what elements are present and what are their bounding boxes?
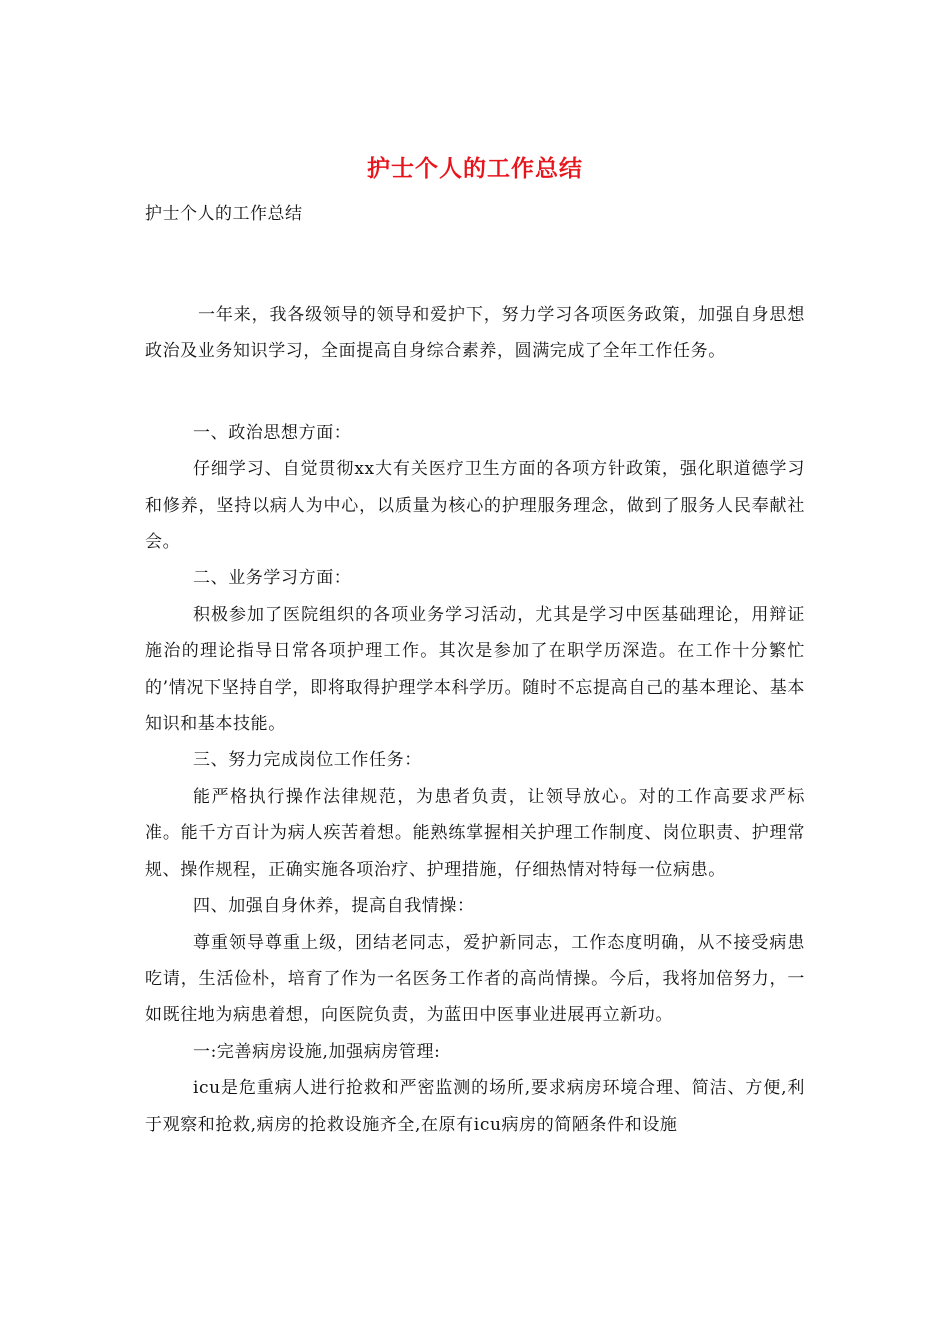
section-heading-politics: 一、政治思想方面：	[193, 422, 352, 443]
document-title: 护士个人的工作总结	[367, 156, 583, 182]
section-body-ward: icu是危重病人进行抢救和严密监测的场所,要求病房环境合理、简洁、方便,利于观察和抢救,病房的抢救设施齐全,在原有icu病房的简陋条件和设施	[145, 1078, 805, 1135]
section-heading-ward: 一:完善病房设施,加强病房管理:	[193, 1041, 441, 1062]
document-body	[145, 297, 805, 1143]
section-body-study: 积极参加了医院组织的各项业务学习活动，尤其是学习中医基础理论，用辩证施治的理论指导日常各项护理工作。其次是参加了在职学历深造。在工作十分繁忙的’情况下坚持自学，即将取得护理学本科学历。随时不忘提高自己的基本理论、基本知识和基本技能。	[145, 604, 805, 735]
section-heading-study: 二、业务学习方面：	[193, 568, 352, 589]
intro-paragraph: 一年来，我各级领导的领导和爱护下，努力学习各项医务政策，加强自身思想政治及业务知识学习，全面提高自身综合素养，圆满完成了全年工作任务。	[145, 305, 805, 362]
section-heading-duties: 三、努力完成岗位工作任务：	[193, 750, 422, 771]
section-body-politics: 仔细学习、自觉贯彻xx大有关医疗卫生方面的各项方针政策，强化职道德学习和修养，坚持以病人为中心，以质量为核心的护理服务理念，做到了服务人民奉献社会。	[145, 459, 805, 553]
section-body-cultivation: 尊重领导尊重上级，团结老同志，爱护新同志，工作态度明确，从不接受病患吃请，生活俭朴，培育了作为一名医务工作者的高尚情操。今后，我将加倍努力，一如既往地为病患着想，向医院负责，为蓝田中医事业进展再立新功。	[145, 932, 805, 1026]
section-body-duties: 能严格执行操作法律规范，为患者负责，让领导放心。对的工作高要求严标准。能千方百计为病人疾苦着想。能熟练掌握相关护理工作制度、岗位职责、护理常规、操作规程，正确实施各项治疗、护理措施，仔细热情对特每一位病患。	[145, 786, 805, 880]
document-subtitle: 护士个人的工作总结	[145, 204, 303, 224]
section-heading-cultivation: 四、加强自身休养，提高自我情操：	[193, 896, 475, 917]
paragraph-gap	[145, 370, 805, 415]
